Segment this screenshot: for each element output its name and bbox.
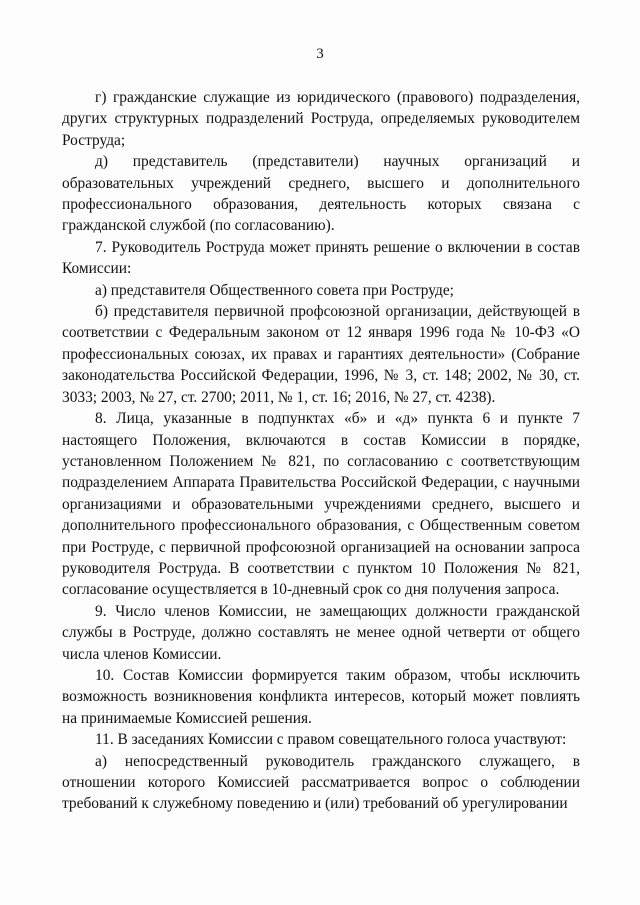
paragraph-11: 11. В заседаниях Комиссии с правом совещательного голоса участвуют: xyxy=(95,731,567,749)
paragraph-7-a: а) представителя Общественного совета при Роструде; xyxy=(95,281,454,299)
paragraph-10: 10. Состав Комиссии формируется таким образом, чтобы исключить возможность возникновения конфликта интересов, который может повлиять на принимаемые Комиссией решения. xyxy=(62,666,580,727)
paragraph-11-a: а) непосредственный руководитель гражданского служащего, в отношении которого Комиссией рассматривается вопрос о соблюдении требований к служебному поведению и (или) требований об урегулировании xyxy=(62,752,580,813)
document-body xyxy=(62,87,580,815)
paragraph-8: 8. Лица, указанные в подпунктах «б» и «д» пункта 6 и пункте 7 настоящего Положения, включаются в состав Комиссии в порядке, установленном Положением № 821, по согласованию с соответствующим подразделением Аппарата Правительства Российской Федерации, с научными организациями и образовательными учреждениями среднего, высшего и дополнительного профессионального образования, с Общественным советом при Роструде, с первичной профсоюзной организацией на основании запроса руководителя Роструда. В соответствии с пунктом 10 Положения № 821, согласование осуществляется в 10-дневный срок со дня получения запроса. xyxy=(62,410,580,599)
paragraph-9: 9. Число членов Комиссии, не замещающих должности гражданской службы в Роструде, должно составлять не менее одной четверти от общего числа членов Комиссии. xyxy=(62,602,580,663)
paragraph-7: 7. Руководитель Роструда может принять решение о включении в состав Комиссии: xyxy=(62,238,580,278)
paragraph-7-b: б) представителя первичной профсоюзной организации, действующей в соответствии с Федеральным законом от 12 января 1996 года № 10-ФЗ «О профессиональных союзах, их правах и гарантиях деятельности» (Собрание законодательства Российской Федерации, 1996, № 3, ст. 148; 2002, № 30, ст. 3033; 2003, № 27, ст. 2700; 2011, № 1, ст. 16; 2016, № 27, ст. 4238). xyxy=(62,303,580,406)
paragraph-6-d: д) представитель (представители) научных организаций и образовательных учреждений среднего, высшего и дополнительного профессионального образования, деятельность которых связана с гражданской службой (по согласованию). xyxy=(62,153,580,235)
page-number: 3 xyxy=(316,46,324,62)
paragraph-6-g: г) гражданские служащие из юридического (правового) подразделения, других структурных подразделений Роструда, определяемых руководителем Роструда; xyxy=(62,89,580,149)
